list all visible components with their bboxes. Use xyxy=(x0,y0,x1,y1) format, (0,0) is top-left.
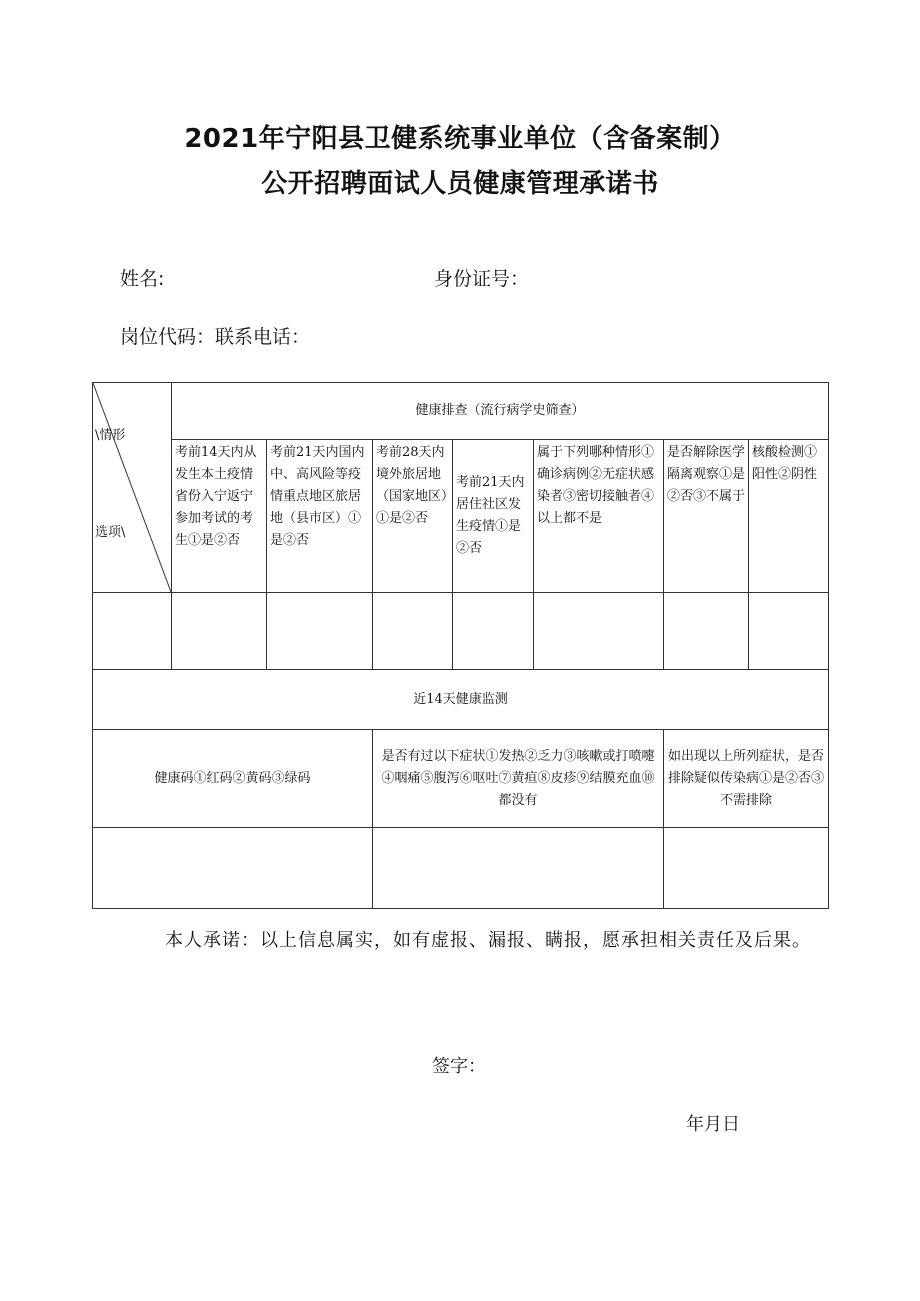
input-cell[interactable] xyxy=(373,828,664,909)
document-title-line1: 2021年宁阳县卫健系统事业单位（含备案制） xyxy=(184,124,736,154)
input-cell[interactable] xyxy=(172,593,267,670)
input-cell[interactable] xyxy=(534,593,664,670)
input-cell[interactable] xyxy=(267,593,373,670)
column-header: 考前21天内国内中、高风险等疫情重点地区旅居地（县市区）①是②否 xyxy=(267,440,373,593)
input-cell[interactable] xyxy=(453,593,534,670)
column-header: 是否解除医学隔离观察①是②否③不属于 xyxy=(664,440,749,593)
monitor-column-header: 如出现以上所列症状，是否排除疑似传染病①是②否③不需排除 xyxy=(664,730,829,828)
column-header: 核酸检测①阳性②阴性 xyxy=(749,440,829,593)
name-label: 姓名: xyxy=(120,268,165,290)
column-header: 考前21天内居住社区发生疫情①是②否 xyxy=(453,440,534,593)
date-label: 年月日 xyxy=(686,1114,740,1135)
corner-cell xyxy=(93,383,172,593)
corner-option-label: 选项\ xyxy=(95,525,126,540)
monitor-column-header: 健康码①红码②黄码③绿码 xyxy=(93,730,373,828)
input-cell[interactable] xyxy=(373,593,453,670)
screening-header: 健康排查（流行病学史筛查） xyxy=(172,383,829,440)
corner-situation-label: \情形 xyxy=(95,428,126,443)
column-header: 属于下列哪种情形①确诊病例②无症状感染者③密切接触者④以上都不是 xyxy=(534,440,664,593)
input-cell[interactable] xyxy=(749,593,829,670)
column-header: 考前28天内境外旅居地（国家地区）①是②否 xyxy=(373,440,453,593)
document-title-line2: 公开招聘面试人员健康管理承诺书 xyxy=(261,169,659,199)
monitor-column-header: 是否有过以下症状①发热②乏力③咳嗽或打喷嚏④咽痛⑤腹泻⑥呕吐⑦黄疸⑧皮疹⑨结膜充血⑩都没有 xyxy=(373,730,664,828)
input-cell[interactable] xyxy=(664,593,749,670)
input-cell[interactable] xyxy=(93,828,373,909)
health-form-table xyxy=(92,382,829,909)
signature-label: 签字： xyxy=(432,1056,486,1077)
position-phone-label: 岗位代码：联系电话： xyxy=(120,326,311,348)
id-number-label: 身份证号： xyxy=(434,268,530,290)
monitor-header: 近14天健康监测 xyxy=(93,670,829,730)
promise-statement: 本人承诺：以上信息属实，如有虚报、漏报、瞒报，愿承担相关责任及后果。 xyxy=(165,930,811,951)
column-header: 考前14天内从发生本土疫情省份入宁返宁参加考试的考生①是②否 xyxy=(172,440,267,593)
input-cell[interactable] xyxy=(93,593,172,670)
input-cell[interactable] xyxy=(664,828,829,909)
